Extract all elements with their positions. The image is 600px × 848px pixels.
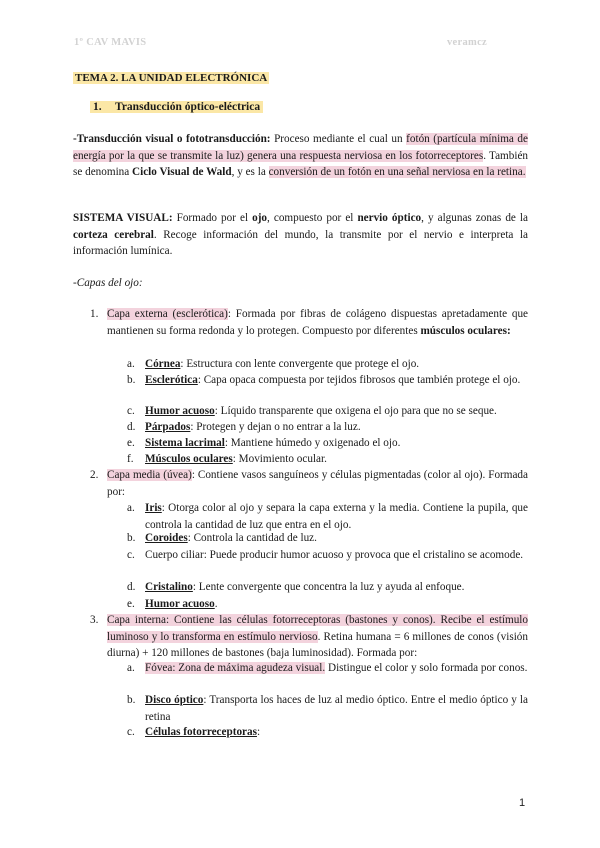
sub-item-coroides [145,530,528,547]
sub-term: Cristalino [145,581,193,593]
term-ojo: ojo [252,212,268,224]
sub-text: Distingue el color y solo formada por conos. [325,662,528,674]
sub-item-cristalino [145,579,528,596]
sub-letter: a. [127,358,135,370]
sub-item-iris [145,500,528,533]
sub-text: : Líquido transparente que oxigena el ojo para que no se seque. [214,405,497,417]
sub-term: Células fotorreceptoras [145,726,257,738]
sub-text: : [256,726,261,738]
capa-media-highlight: Capa media (úvea) [107,469,192,481]
p1-text-2: . También se denomina [73,149,529,178]
section-number: 1. [93,101,102,113]
sub-term: Coroides [145,532,188,544]
sub-item-sistema-lacrimal [145,435,528,452]
sub-term: Iris [145,502,162,514]
sub-term: Humor acuoso [145,598,215,610]
term-sistema-visual: SISTEMA VISUAL: [73,212,173,224]
sub-text: : Protegen y dejan o no entrar a la luz. [190,421,361,433]
term-nervio-optico: nervio óptico [357,212,422,224]
p1-text-3: , y es la [231,166,269,178]
p1-highlight-1: fotón (partícula mínima de energía por la que se transmite la luz) genera una respuesta nerviosa en los fotorreceptores [73,133,528,162]
sub-letter: f. [127,453,134,465]
sub-item-cuerpo-ciliar [145,547,528,564]
sub-term: Párpados [145,421,191,433]
header-right: veramcz [447,37,487,48]
list-item-capa-externa [107,306,528,339]
section-title: Transducción óptico-eléctrica [115,101,261,113]
sub-letter: d. [127,581,136,593]
paragraph-sistema-visual [73,210,528,260]
list-item-capa-interna [107,612,528,662]
sub-letter: d. [127,421,136,433]
p2-text-2: , compuesto por el [267,212,358,224]
p2-text-4: . Recoge información del mundo, la transmite por el nervio e interpreta la información lumínica. [73,228,528,257]
page-number: 1 [519,797,526,809]
term-corteza-cerebral: corteza cerebral [73,228,154,241]
sub-text: : Controla la cantidad de luz. [187,532,317,544]
sub-text: : Capa opaca compuesta por tejidos fibrosos que también protege el ojo. [197,374,521,386]
sub-letter: a. [127,502,135,514]
capa-interna-text: . Retina humana = 6 millones de conos (visión diurna) + 120 millones de bastones (baja luminosidad). Formada por: [107,630,528,659]
sub-text: : Estructura con lente convergente que protege el ojo. [180,358,420,370]
sub-text: : Movimiento ocular. [232,453,327,465]
list-item-capa-media [107,467,528,500]
section-heading [90,101,263,113]
sub-term: Esclerótica [145,374,198,386]
sub-text: : Otorga color al ojo y separa la capa externa y la media. Contiene la pupila, que controla la cantidad de luz que entra en el ojo. [145,502,528,531]
sub-letter: e. [127,598,135,610]
sub-item-disco-optico [145,692,528,725]
list-number-1: 1. [90,308,99,320]
sub-item-parpados [145,419,528,436]
sub-letter: a. [127,662,135,674]
paragraph-fototransduccion [73,131,528,181]
sub-letter: c. [127,405,135,417]
p1-highlight-2: conversión de un fotón en una señal nerviosa en la retina. [268,166,526,178]
term-fototransduccion: -Transducción visual o fototransducción: [73,133,271,145]
header-left: 1º CAV MAVIS [74,37,147,48]
sub-item-esclerotica [145,372,528,389]
sub-letter: c. [127,549,135,561]
sub-term: Córnea [145,358,181,370]
sub-term: Humor acuoso [145,405,215,417]
p2-text-3: , y algunas zonas de la [421,212,528,224]
term-ciclo-wald: Ciclo Visual de Wald [132,166,232,178]
sub-item-humor-acuoso [145,403,528,420]
p2-text-1: Formado por el [172,212,253,224]
sub-item-celulas-fotorreceptoras [145,724,528,741]
capa-externa-bold: músculos oculares: [420,324,511,337]
sub-text: : Lente convergente que concentra la luz y ayuda al enfoque. [192,581,465,593]
sub-letter: b. [127,694,136,706]
sub-item-musculos-oculares [145,451,528,468]
sub-letter: e. [127,437,135,449]
sub-text: : Mantiene húmedo y oxigenado el ojo. [224,437,401,449]
capa-externa-highlight: Capa externa (esclerótica) [107,308,228,320]
sub-term: Sistema lacrimal [145,437,225,449]
sub-letter: b. [127,532,136,544]
sub-term: Músculos oculares [145,453,233,465]
sub-item-humor-acuoso-2 [145,596,528,613]
page-title: TEMA 2. LA UNIDAD ELECTRÓNICA [75,72,268,84]
sub-item-cornea [145,356,528,373]
sub-letter: b. [127,374,136,386]
fovea-highlight: Fóvea: Zona de máxima agudeza visual. [145,662,326,674]
list-number-2: 2. [90,469,99,481]
sub-term: Disco óptico [145,694,204,706]
p1-text-1: Proceso mediante el cual un [270,133,407,145]
capa-externa-text: : Formada por fibras de colágeno dispuestas apretadamente que mantienen su forma redonda y lo protegen. Compuesto por diferentes [107,308,529,337]
sub-item-fovea [145,660,528,677]
capas-heading: -Capas del ojo: [73,277,143,289]
sub-text: . [214,598,218,610]
sub-text: : Transporta los haces de luz al medio óptico. Entre el medio óptico y la retina [145,694,528,723]
sub-letter: c. [127,726,135,738]
sub-text: Cuerpo ciliar: Puede producir humor acuoso y provoca que el cristalino se acomode. [145,549,524,561]
capa-interna-highlight: Capa interna: Contiene las células fotorreceptoras (bastones y conos). Recibe el estímulo luminoso y lo transforma en estímulo nervioso [107,614,528,643]
list-number-3: 3. [90,614,99,626]
capa-media-text: : Contiene vasos sanguíneos y células pigmentadas (color al ojo). Formada por: [107,469,528,498]
